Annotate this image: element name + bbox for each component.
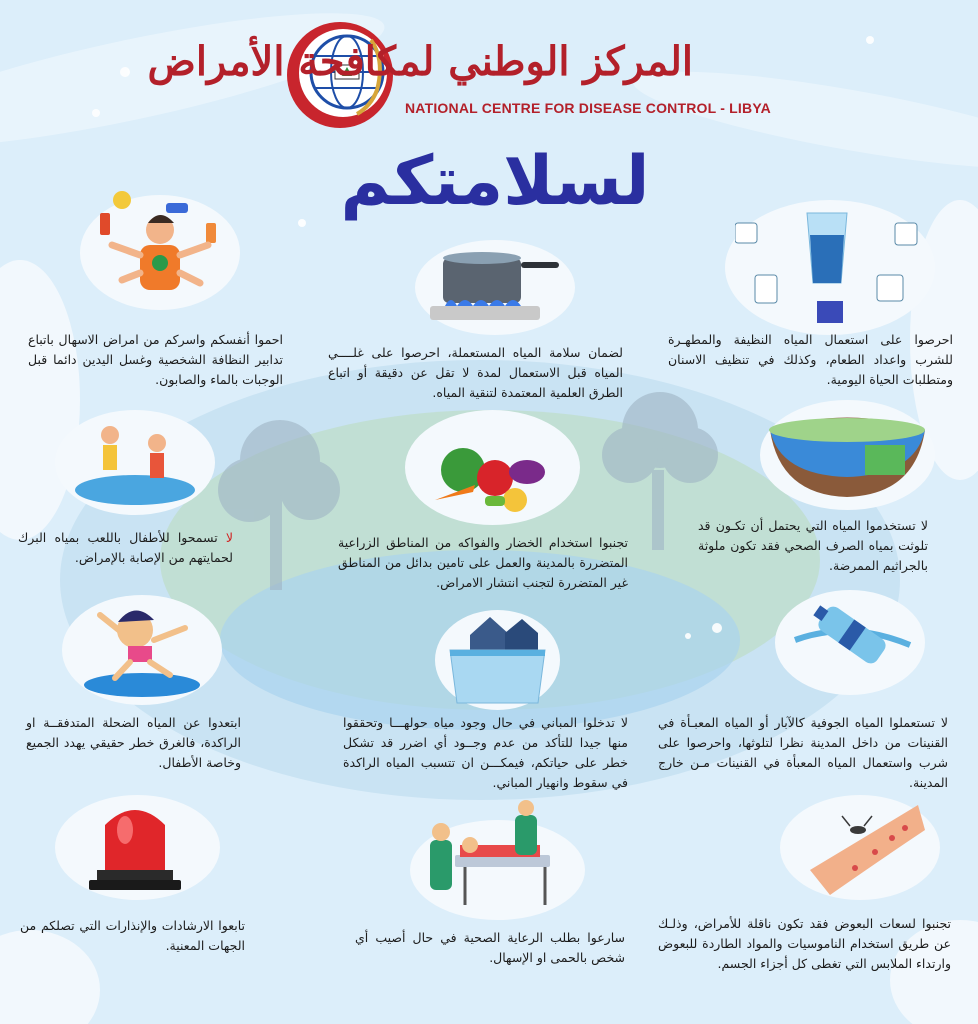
tip-shallow-water: ابتعدوا عن المياه الضحلة المتدفقــة او الراكدة، فالغرق خطر حقيقي يهدد الجميع وخاصة الأطفال.	[26, 715, 241, 770]
tip-boil-water: لضمان سلامة المياه المستعملة، احرصوا على غلــــي المياه قبل الاستعمال لمدة لا تقل عن دقيقة أو اتباع الطرق العلمية المعتمدة لتنقية المياه.	[328, 345, 623, 400]
sewage-earth-illustration	[765, 405, 930, 500]
warning-word: لا	[225, 530, 233, 545]
tip-wells: لا تستعملوا المياه الجوفية كالآبار أو المياه المعبـأة في القنينات من داخل المدينة نظرا لتلوثها، واحرصوا على شرب واستعمال المياه المعبأة في القنينات مـن خارج المدينة.	[658, 715, 948, 790]
tip-alerts: تابعوا الارشادات والإنذارات التي تصلكم من الجهات المعنية.	[20, 918, 245, 953]
kids-playing-illustration	[65, 415, 205, 510]
header	[147, 18, 771, 133]
mosquito-arm-illustration	[800, 800, 925, 900]
vegetables-illustration	[415, 430, 565, 520]
org-name-arabic: المركز الوطني لمكافحة الأمراض	[147, 38, 693, 85]
tip-ponds	[18, 528, 233, 568]
tip-ponds-text: تسمحوا للأطفال باللعب بمياه البرك لحمايتهم من الإصابة بالإمراض.	[18, 530, 233, 565]
page-title: لسلامتكم	[340, 142, 650, 221]
tip-buildings: لا تدخلوا المباني في حال وجود مياه حولهـــا وتحققوا منها جيدا للتأكد من عدم وجــود أي اضرر قد تشكل خطر على حياتكم، فيمكـــن ان تتسبب المياه الراكدة في سقوط وانهيار المباني.	[343, 715, 628, 790]
tip-clean-water: احرصوا على استعمال المياه النظيفة والمطهـرة للشرب واعداد الطعام، وكذلك في تنظيف الاسنان ومتطلبات الحياة اليومية.	[668, 332, 953, 387]
hygiene-illustration	[82, 185, 232, 305]
boiling-pot-illustration	[425, 250, 565, 330]
child-slipping-illustration	[70, 590, 220, 700]
tip-vegetables: تجنبوا استخدام الخضار والفواكه من المناطق الزراعية المتضررة بالمدينة والعمل على تامين بدائل من المناطق غير المتضررة لتجنب انتشار الامراض.	[338, 535, 628, 590]
tip-hygiene: احموا أنفسكم واسركم من امراض الاسهال باتباع تدابير النظافة الشخصية وغسل اليدين دائما قبل الوجبات بالماء والصابون.	[28, 332, 283, 387]
org-name-english: NATIONAL CENTRE FOR DISEASE CONTROL - LIBYA	[405, 100, 771, 116]
tip-sewage: لا تستخدموا المياه التي يحتمل أن تكـون قد تلوثت بمياه الصرف الصحي فقد تكون ملوثة بالجراثيم الممرضة.	[698, 518, 928, 573]
hospital-bed-illustration	[420, 800, 575, 915]
flooded-house-illustration	[440, 605, 555, 710]
siren-illustration	[75, 795, 195, 895]
tip-mosquito: تجنبوا لسعات البعوض فقد تكون ناقلة للأمراض، وذلـك عن طريق استخدام الناموسيات والمواد الطاردة للبعوض وارتداء الملابس التي تغطى كل أجزاء الجسم.	[658, 916, 951, 971]
clean-water-illustration	[735, 205, 925, 330]
tip-medical-care: سارعوا بطلب الرعاية الصحية في حال أصيب أي شخص بالحمى او الإسهال.	[355, 930, 625, 965]
water-bottle-illustration	[790, 590, 915, 680]
